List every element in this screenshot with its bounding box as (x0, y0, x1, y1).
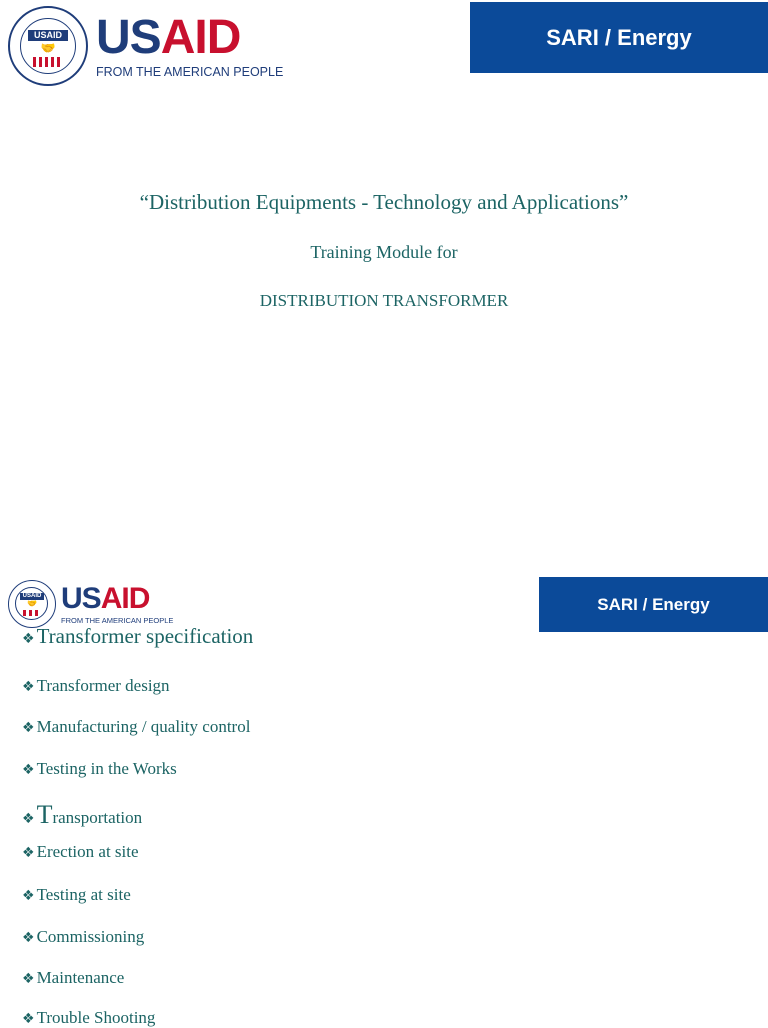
diamond-cluster-icon: ❖ (22, 720, 35, 736)
list-item: ❖ Transformer specification (22, 624, 254, 648)
presentation-subtitle: Training Module for (310, 242, 458, 262)
handshake-icon: 🤝 (40, 41, 56, 55)
usaid-wordmark: USAID (96, 10, 241, 64)
usaid-logo-small (8, 580, 173, 628)
diamond-cluster-icon: ❖ (22, 845, 35, 861)
presentation-title: “Distribution Equipments - Technology and Applications” (139, 190, 629, 214)
usaid-tagline: FROM THE AMERICAN PEOPLE (61, 615, 174, 625)
list-item: ❖ Manufacturing / quality control (22, 717, 251, 736)
presentation-topic: DISTRIBUTION TRANSFORMER (259, 291, 509, 310)
handshake-icon: 🤝 (27, 599, 37, 608)
usaid-tagline: FROM THE AMERICAN PEOPLE (96, 64, 284, 79)
sari-energy-banner: SARI / Energy (470, 2, 768, 73)
list-item: ❖ Trouble Shooting (22, 1008, 156, 1027)
diamond-cluster-icon: ❖ (22, 679, 35, 695)
list-item: ❖ Commissioning (22, 927, 145, 946)
diamond-cluster-icon: ❖ (22, 762, 35, 778)
sari-energy-banner: SARI / Energy (539, 577, 768, 632)
diamond-cluster-icon: ❖ (22, 811, 35, 827)
usaid-wordmark: USAID (61, 581, 150, 615)
seal-label: USAID (28, 30, 68, 41)
list-item: ❖ Testing in the Works (22, 759, 177, 778)
usaid-logo (8, 6, 283, 86)
transportation-label: Transportation (36, 800, 143, 829)
usaid-seal-icon (8, 6, 88, 86)
list-item: ❖ Testing at site (22, 885, 131, 904)
diamond-cluster-icon: ❖ (22, 1011, 35, 1027)
list-item: ❖ Maintenance (22, 968, 125, 987)
usaid-seal-icon: USAID 🤝 (8, 580, 56, 628)
diamond-cluster-icon: ❖ (22, 888, 35, 904)
list-item (22, 800, 142, 830)
diamond-cluster-icon: ❖ (22, 631, 35, 647)
diamond-cluster-icon: ❖ (22, 930, 35, 946)
initial-letter: T (36, 800, 53, 829)
list-item: ❖ Transformer design (22, 676, 170, 695)
diamond-cluster-icon: ❖ (22, 971, 35, 987)
list-item: ❖ Erection at site (22, 842, 139, 861)
